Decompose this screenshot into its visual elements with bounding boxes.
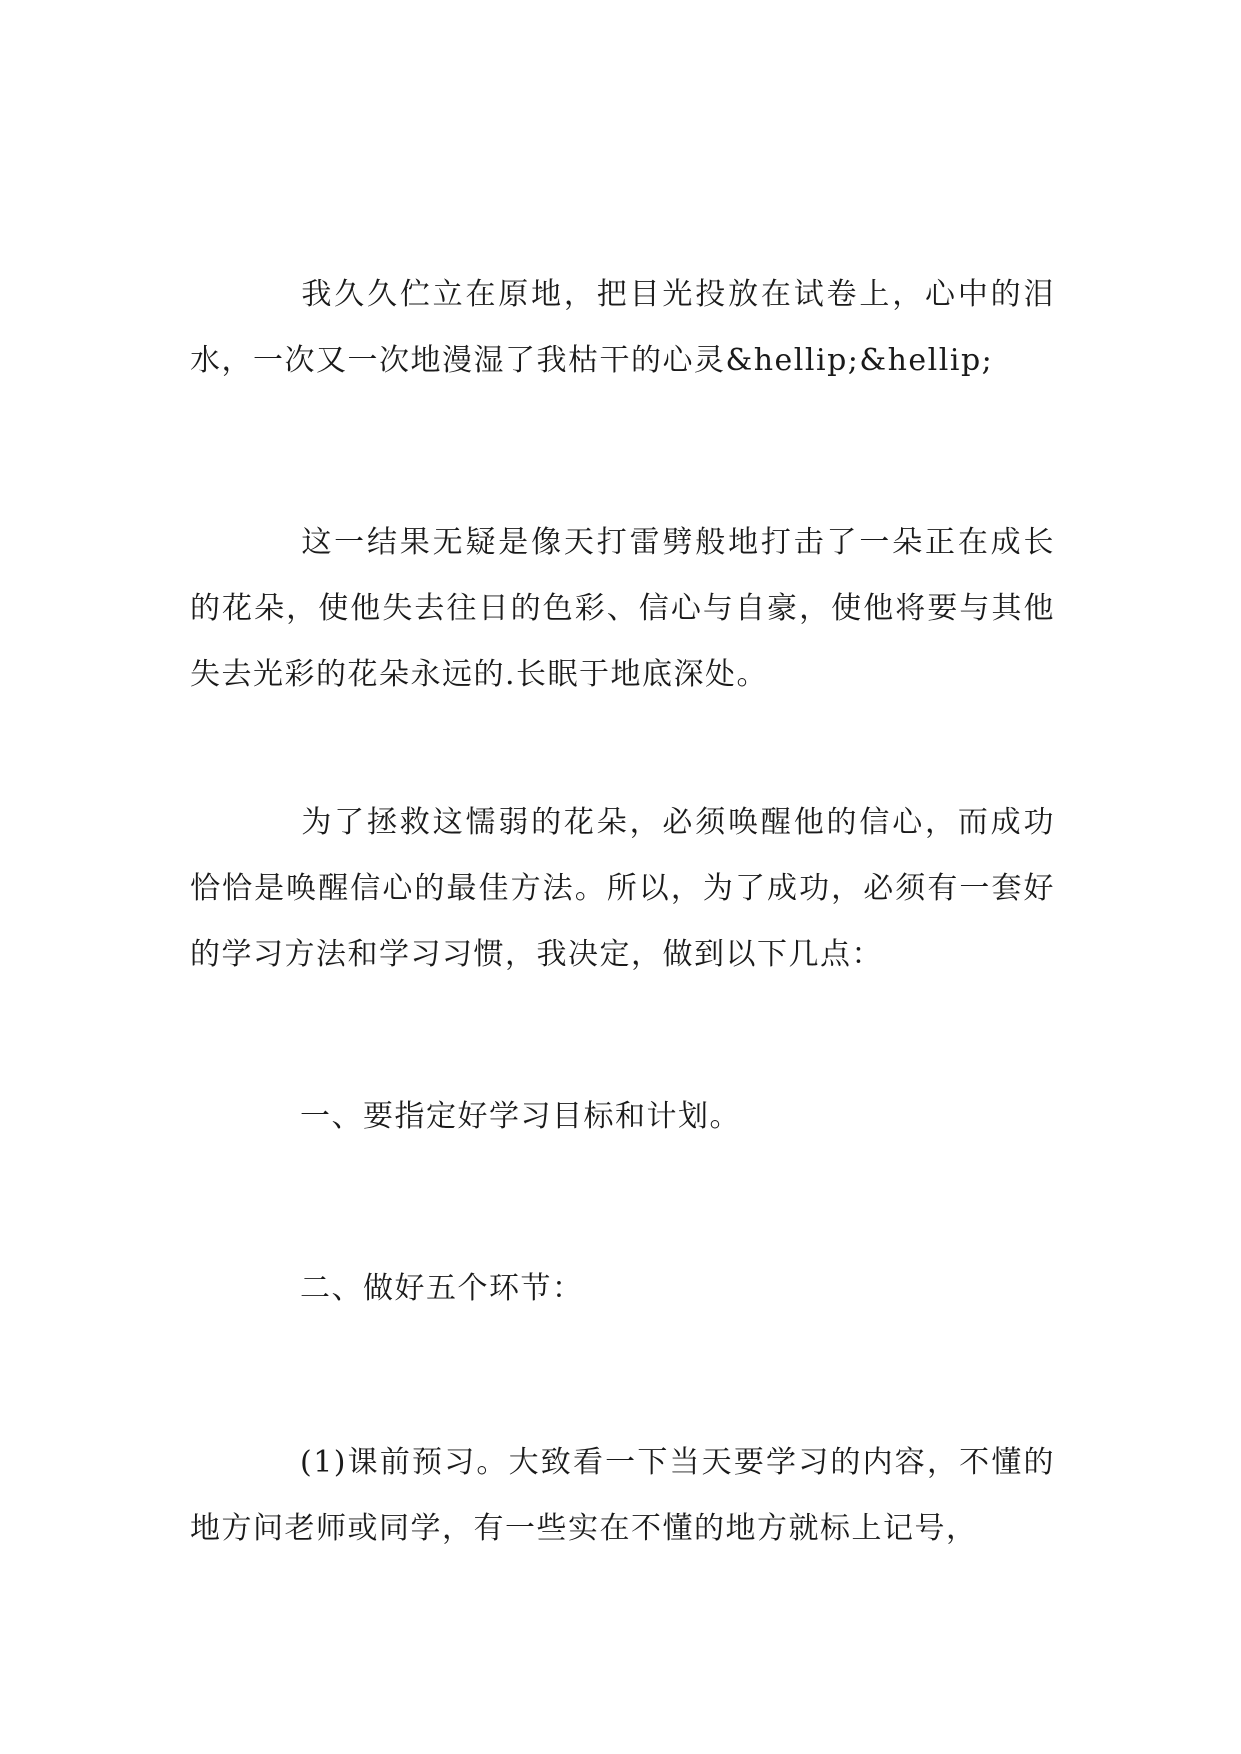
paragraph-1 [190,262,1055,394]
paragraph-6 [190,1430,1055,1562]
paragraph-2-text: 这一结果无疑是像天打雷劈般地打击了一朵正在成长的花朵，使他失去往日的色彩、信心与自豪，使他将要与其他失去光彩的花朵永远的.长眠于地底深处。 [190,525,1055,692]
paragraph-2 [190,510,1055,708]
paragraph-4-heading [190,1084,1055,1150]
paragraph-3 [190,790,1055,988]
paragraph-5-text: 二、做好五个环节： [300,1271,584,1306]
paragraph-6-text: (1)课前预习。大致看一下当天要学习的内容，不懂的地方问老师或同学，有一些实在不懂的地方就标上记号， [190,1445,1055,1546]
paragraph-4-text: 一、要指定好学习目标和计划。 [300,1099,741,1134]
paragraph-3-text: 为了拯救这懦弱的花朵，必须唤醒他的信心，而成功恰恰是唤醒信心的最佳方法。所以，为了成功，必须有一套好的学习方法和学习习惯，我决定，做到以下几点： [190,805,1055,972]
paragraph-5-heading [190,1256,1055,1322]
paragraph-1-text: 我久久伫立在原地，把目光投放在试卷上，心中的泪水，一次又一次地漫湿了我枯干的心灵&hellip;&hellip; [190,277,1055,378]
